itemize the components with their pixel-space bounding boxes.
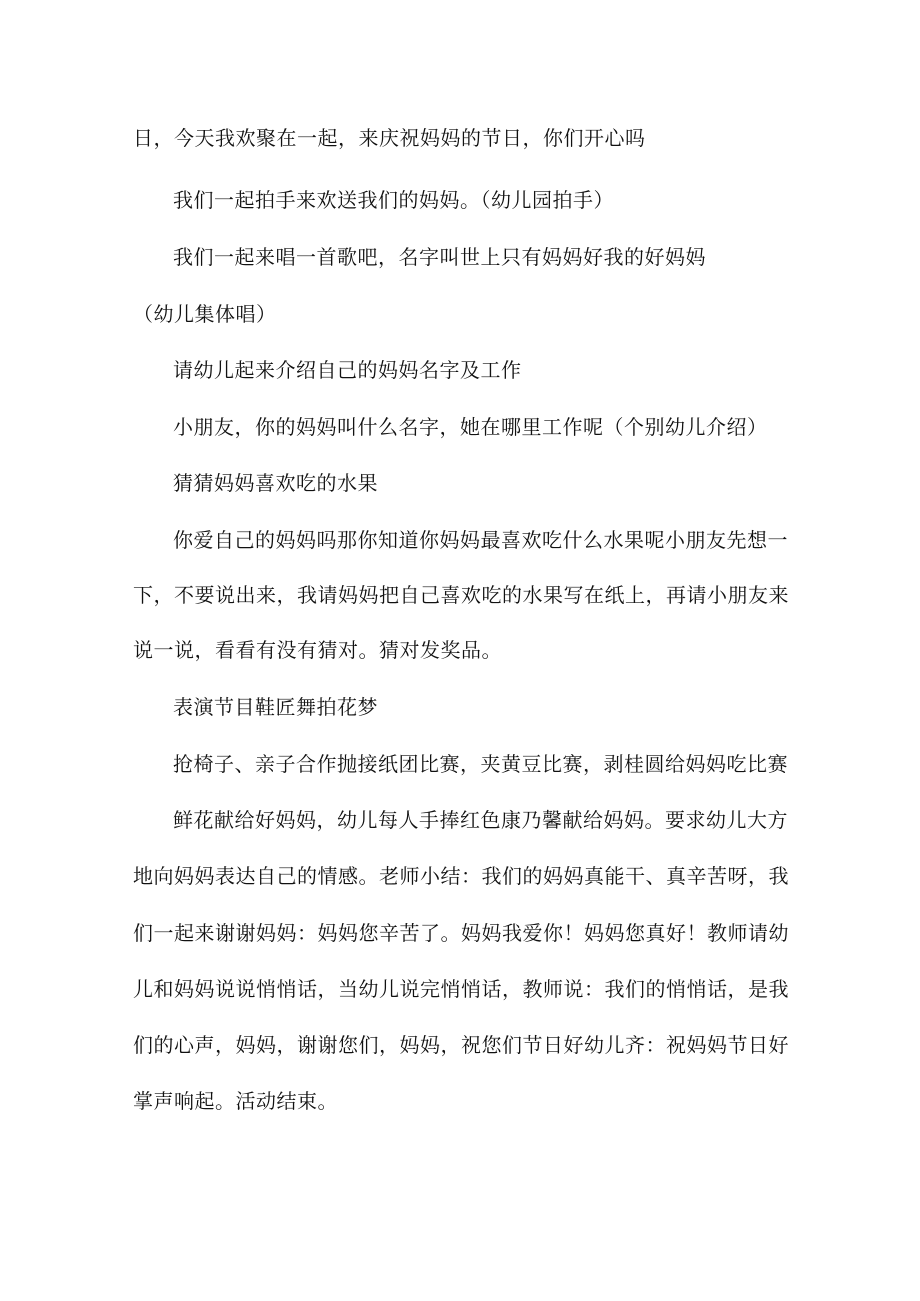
text-line: 们一起来谢谢妈妈：妈妈您辛苦了。妈妈我爱你！妈妈您真好！教师请幼 [133, 921, 789, 945]
text-line: 我们一起来唱一首歌吧，名字叫世上只有妈妈好我的好妈妈 [173, 245, 706, 269]
text-line: 儿和妈妈说说悄悄话，当幼儿说完悄悄话，教师说：我们的悄悄话，是我 [133, 977, 789, 1001]
text-line: 们的心声，妈妈，谢谢您们，妈妈，祝您们节日好幼儿齐：祝妈妈节日好 [133, 1033, 789, 1057]
text-line: 下，不要说出来，我请妈妈把自己喜欢吃的水果写在纸上，再请小朋友来 [133, 583, 789, 607]
text-line: 日，今天我欢聚在一起，来庆祝妈妈的节日，你们开心吗 [133, 126, 646, 150]
text-line: 地向妈妈表达自己的情感。老师小结：我们的妈妈真能干、真辛苦呀，我 [133, 864, 789, 888]
text-line: 掌声响起。活动结束。 [133, 1089, 338, 1113]
text-line: （幼儿集体唱） [133, 302, 277, 326]
text-line: 你爱自己的妈妈吗那你知道你妈妈最喜欢吃什么水果呢小朋友先想一 [173, 528, 788, 552]
text-line: 猜猜妈妈喜欢吃的水果 [173, 471, 378, 495]
text-line: 鲜花献给好妈妈，幼儿每人手捧红色康乃馨献给妈妈。要求幼儿大方 [173, 808, 788, 832]
text-line: 说一说，看看有没有猜对。猜对发奖品。 [133, 638, 502, 662]
text-line: 小朋友，你的妈妈叫什么名字，她在哪里工作呢（个别幼儿介绍） [173, 415, 768, 439]
text-line: 我们一起拍手来欢送我们的妈妈。（幼儿园拍手） [173, 188, 614, 212]
text-line: 请幼儿起来介绍自己的妈妈名字及工作 [173, 358, 522, 382]
text-line: 抢椅子、亲子合作抛接纸团比赛，夹黄豆比赛，剥桂圆给妈妈吃比赛 [173, 752, 788, 776]
text-line: 表演节目鞋匠舞拍花梦 [173, 695, 378, 719]
